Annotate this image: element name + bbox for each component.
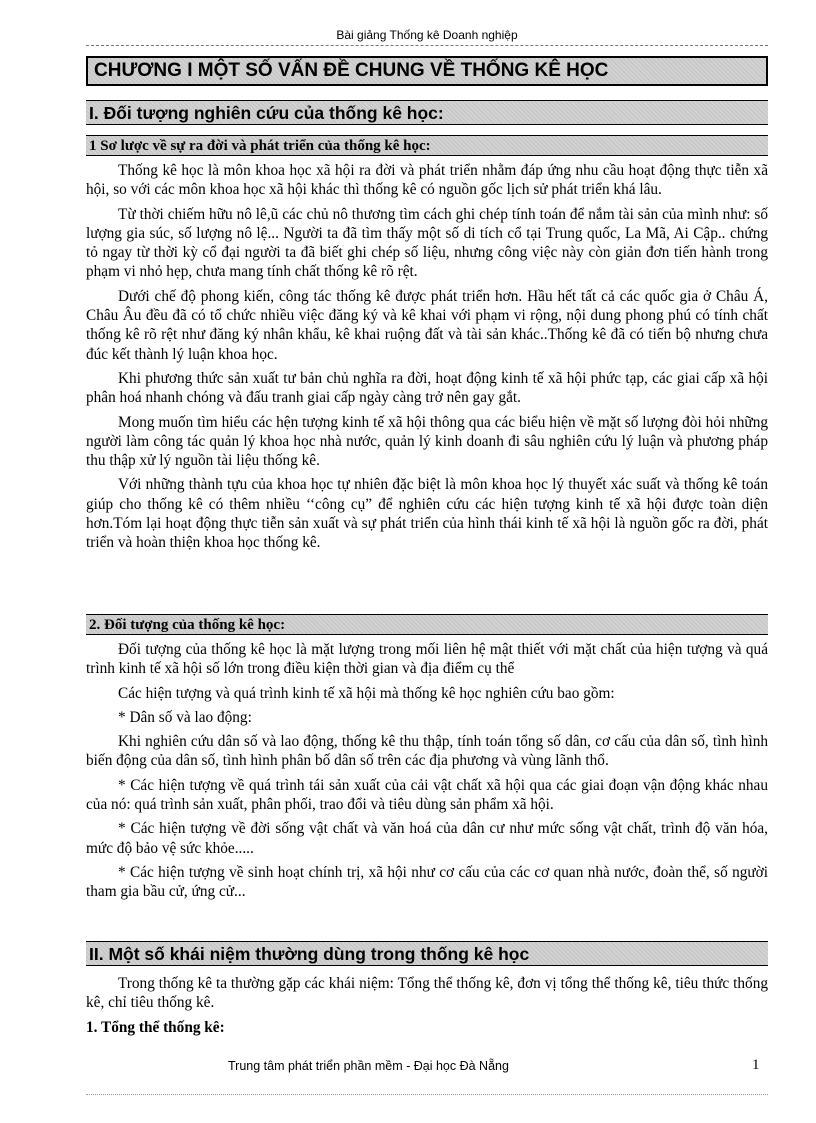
paragraph: Dưới chế độ phong kiến, công tác thống kê được phát triển hơn. Hầu hết tất cả các quốc gia ở Châu Á, Châu Âu đều đã có tổ chức nhiều việc đăng ký và kê khai với phạm vi rộng, nội dung phong phú có tính chất thống kê rõ rệt như đăng ký nhân khẩu, kê khai ruộng đất và tài sản khác..Thống kê đã có tiến bộ nhưng chưa đúc kết thành lý luận khoa học. <box>86 287 768 363</box>
section-2-body <box>86 974 768 1018</box>
paragraph: * Các hiện tượng về sinh hoạt chính trị, xã hội như cơ cấu của các cơ quan nhà nước, đoàn thể, số người tham gia bầu cử, ứng cử... <box>86 863 768 901</box>
paragraph: Mong muốn tìm hiểu các hện tượng kinh tế xã hội thông qua các biểu hiện về mặt số lượng đòi hỏi những người làm công tác quản lý khoa học nhà nước, quản lý kinh doanh đi sâu nghiên cứu lý luận và phương pháp thu thập xử lý nguồn tài liệu thống kê. <box>86 413 768 470</box>
section-1-heading: I. Đối tượng nghiên cứu của thống kê học: <box>86 100 768 125</box>
running-header: Bài giảng Thống kê Doanh nghiệp <box>86 28 768 46</box>
footer-divider <box>86 1094 768 1095</box>
subsection-1-1-body <box>86 161 768 558</box>
footer-text: Trung tâm phát triển phần mềm - Đại học Đà Nẵng <box>228 1059 509 1073</box>
paragraph: Khi nghiên cứu dân số và lao động, thống kê thu thập, tính toán tổng số dân, cơ cấu của dân số, tình hình biến động của dân số, tình hình phân bố dân số trên các địa phương và vùng lãnh thổ. <box>86 733 768 770</box>
section-2-heading: II. Một số khái niệm thường dùng trong thống kê học <box>86 941 768 966</box>
paragraph: * Các hiện tượng về đời sống vật chất và văn hoá của dân cư như mức sống vật chất, trình độ văn hóa, mức độ bảo vệ sức khỏe..... <box>86 820 768 857</box>
page-number: 1 <box>752 1057 760 1073</box>
paragraph: Với những thành tựu của khoa học tự nhiên đặc biệt là môn khoa học lý thuyết xác suất và thống kê toán giúp cho thống kê có thêm nhiều ‘‘công cụ” để nghiên cứu các hiện tượng kinh tế xã hội được toàn diện hơn.Tóm lại hoạt động thực tiễn sản xuất và sự phát triển của hình thái kinh tế xã hội là nguồn gốc ra đời, phát triển và hoàn thiện khoa học thống kê. <box>86 476 768 552</box>
paragraph: * Dân số và lao động: <box>118 708 252 726</box>
subsection-1-2-body <box>86 640 768 907</box>
paragraph: Thống kê học là môn khoa học xã hội ra đời và phát triển nhằm đáp ứng nhu cầu hoạt động thực tiễn xã hội, so với các môn khoa học xã hội khác thì thống kê có nguồn gốc lịch sử phát triển khá lâu. <box>86 162 768 199</box>
paragraph: Từ thời chiếm hữu nô lê,ũ các chủ nô thương tìm cách ghi chép tính toán để nắm tài sản của mình như: số lượng gia súc, số lượng nô lệ... Người ta đã tìm thấy một số di tích cổ tại Trung quốc, La Mã, Ai Cập.. chứng tỏ ngay từ thời kỳ cổ đại người ta đã biết ghi chép số liệu, nhưng công việc này còn giản đơn tiến hành trong phạm vi nhỏ hẹp, chưa mang tính chất thống kê rõ rệt. <box>86 205 768 281</box>
paragraph: Các hiện tượng và quá trình kinh tế xã hội mà thống kê học nghiên cứu bao gồm: <box>118 684 615 702</box>
chapter-title: CHƯƠNG I MỘT SỐ VẤN ĐỀ CHUNG VỀ THỐNG KÊ HỌC <box>86 56 768 86</box>
paragraph: Khi phương thức sản xuất tư bản chủ nghĩa ra đời, hoạt động kinh tế xã hội phức tạp, các giai cấp xã hội phân hoá nhanh chóng và đấu tranh giai cấp ngày càng trở nên gay gắt. <box>86 369 768 407</box>
paragraph: Trong thống kê ta thường gặp các khái niệm: Tổng thể thống kê, đơn vị tổng thể thống kê, tiêu thức thống kê, chỉ tiêu thống kê. <box>86 975 768 1012</box>
paragraph: Đối tượng của thống kê học là mặt lượng trong mối liên hệ mật thiết với mặt chất của hiện tượng và quá trình kinh tế xã hội số lớn trong điều kiện thời gian và địa điểm cụ thể <box>86 641 768 678</box>
paragraph: * Các hiện tượng về quá trình tái sản xuất của cải vật chất xã hội qua các giai đoạn vận động khác nhau của nó: quá trình sản xuất, phân phối, trao đổi và tiêu dùng sản phẩm xã hội. <box>86 776 768 814</box>
subsection-1-2-heading: 2. Đối tượng của thống kê học: <box>86 614 768 635</box>
subsection-1-1-heading: 1 Sơ lược về sự ra đời và phát triển của thống kê học: <box>86 135 768 156</box>
subsection-2-1-heading: 1. Tổng thể thống kê: <box>86 1019 225 1036</box>
